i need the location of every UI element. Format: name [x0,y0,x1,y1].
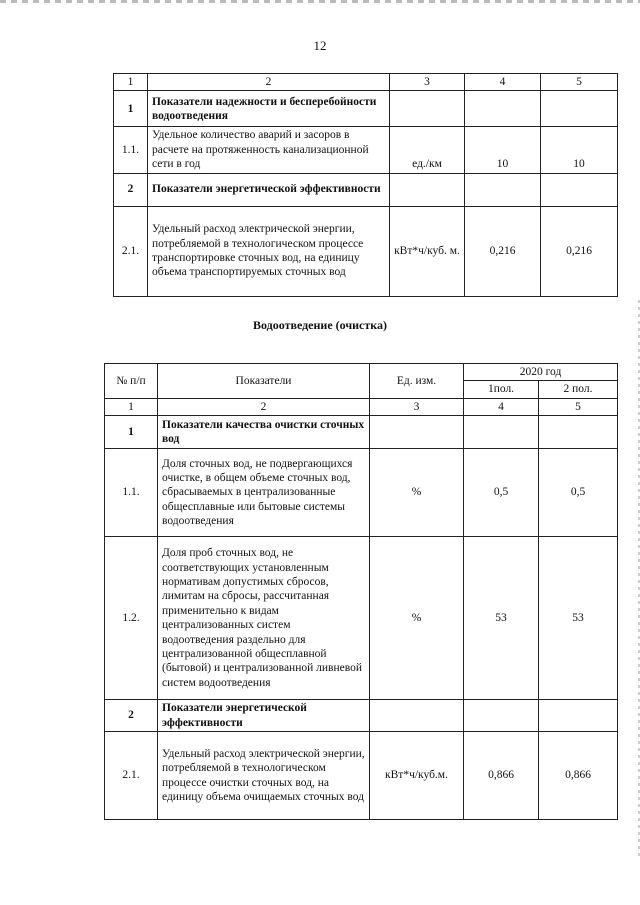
table-water-disposal [113,73,618,297]
row-name: Удельный расход электрической энергии, потребляемой в технологическом процессе транспортировке сточных вод, на единицу объема транспортируемых сточных вод [148,206,390,296]
row-v2: 0,216 [541,206,618,296]
col-name-header: Показатели [158,364,370,399]
row-v1: 0,216 [465,206,541,296]
row-v2: 0,866 [539,732,618,820]
table-row [105,416,618,449]
row-name: Показатели качества очистки сточных вод [158,416,370,449]
row-num: 1.2. [105,537,158,700]
colnum-1: 1 [105,398,158,415]
row-unit: % [370,449,464,537]
row-v2: 10 [541,127,618,173]
row-name: Показатели энергетической эффективности [148,173,390,206]
row-v1: 0,866 [464,732,539,820]
row-v2: 53 [539,537,618,700]
row-num: 1 [105,416,158,449]
col-num-header: 1 [114,74,148,91]
row-unit [390,173,465,206]
table-row [114,91,618,127]
col-half2-header: 2 пол. [539,381,618,398]
row-num: 2 [114,173,148,206]
colnum-4: 4 [464,398,539,415]
col-half1-header: 1пол. [464,381,539,398]
row-unit: кВт*ч/куб.м. [370,732,464,820]
row-num: 1 [114,91,148,127]
row-v2 [541,173,618,206]
section-title: Водоотведение (очистка) [253,318,387,332]
row-unit [390,91,465,127]
colnum-3: 3 [370,398,464,415]
col-v2-header: 5 [541,74,618,91]
table-header-row [114,74,618,91]
table-row [105,537,618,700]
row-name: Показатели энергетической эффективности [158,700,370,732]
row-unit: кВт*ч/куб. м. [390,206,465,296]
row-v1: 53 [464,537,539,700]
colnum-5: 5 [539,398,618,415]
row-unit: % [370,537,464,700]
row-v1 [465,91,541,127]
row-name: Доля сточных вод, не подвергающихся очистке, в общем объеме сточных вод, сбрасываемых в централизованные общесплавные или бытовые системы водоотведения [158,449,370,537]
row-v1: 0,5 [464,449,539,537]
col-year-header: 2020 год [464,364,618,381]
table-header-row [105,364,618,381]
col-v1-header: 4 [465,74,541,91]
row-name: Удельный расход электрической энергии, потребляемой в технологическом процессе очистки сточных вод, на единицу объема очищаемых сточных вод [158,732,370,820]
colnum-2: 2 [158,398,370,415]
col-num-header: № п/п [105,364,158,399]
col-unit-header: 3 [390,74,465,91]
table-water-treatment [104,363,618,820]
row-num: 1.1. [114,127,148,173]
table-row [105,449,618,537]
row-name: Удельное количество аварий и засоров в расчете на протяженность канализационной сети в год [148,127,390,173]
row-v1 [465,173,541,206]
col-unit-header: Ед. изм. [370,364,464,399]
row-v1 [464,700,539,732]
row-unit: ед./км [390,127,465,173]
table-row [105,732,618,820]
row-name: Показатели надежности и бесперебойности водоотведения [148,91,390,127]
page-number: 12 [313,38,327,53]
table-colnum-row [105,398,618,415]
table-row [114,173,618,206]
row-v1 [464,416,539,449]
row-v1: 10 [465,127,541,173]
row-num: 2.1. [114,206,148,296]
table-row [105,700,618,732]
row-v2 [539,700,618,732]
table-row [114,127,618,173]
row-v2 [539,416,618,449]
row-num: 1.1. [105,449,158,537]
row-num: 2 [105,700,158,732]
col-name-header: 2 [148,74,390,91]
row-unit [370,700,464,732]
row-unit [370,416,464,449]
scan-top-edge [0,0,640,3]
row-v2 [541,91,618,127]
table-row [114,206,618,296]
row-v2: 0,5 [539,449,618,537]
row-name: Доля проб сточных вод, не соответствующих установленным нормативам допустимых сбросов, лимитам на сбросы, рассчитанная применительно к видам централизованных систем водоотведения раздельно для централизованной общесплавной (бытовой) и централизованной ливневой систем водоотведения [158,537,370,700]
row-num: 2.1. [105,732,158,820]
